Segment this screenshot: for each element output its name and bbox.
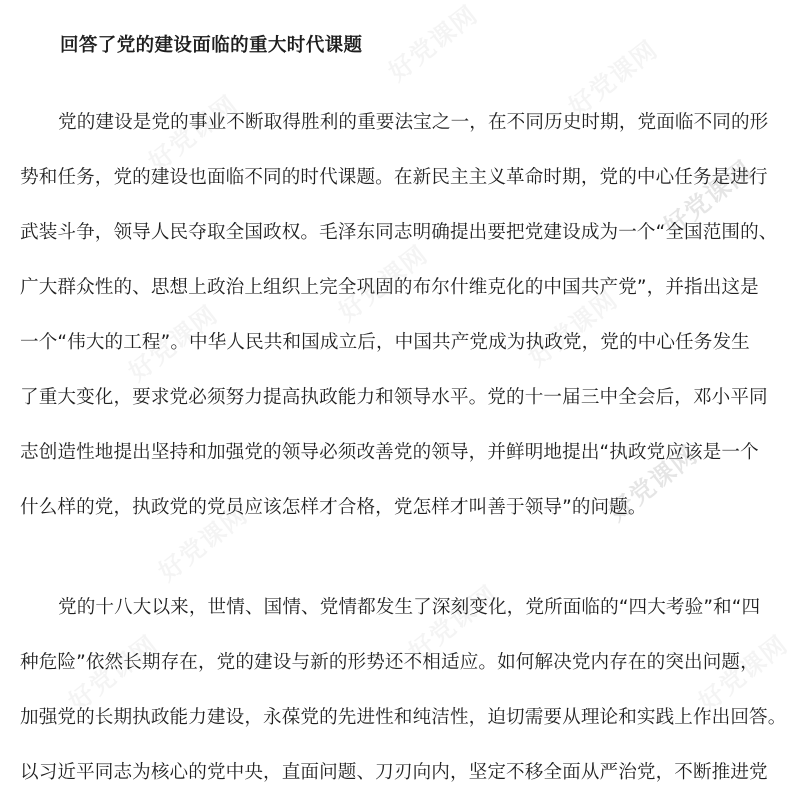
watermark-text: 好党课网 <box>658 154 758 242</box>
paragraph-2 <box>20 580 787 800</box>
paragraph-line: 一个“伟大的工程”。中华人民共和国成立后，中国共产党成为执政党，党的中心任务发生 <box>20 332 750 353</box>
paragraph-line: 党的十八大以来，世情、国情、党情都发生了深刻变化，党所面临的“四大考验”和“四 <box>58 597 761 618</box>
paragraph-line: 了重大变化，要求党必须努力提高执政能力和领导水平。党的十一届三中全会后，邓小平同 <box>20 387 768 408</box>
paragraph-line: 党的建设是党的事业不断取得胜利的重要法宝之一，在不同历史时期，党面临不同的形 <box>58 112 769 133</box>
paragraph-line: 种危险”依然长期存在，党的建设与新的形势还不相适应。如何解决党内存在的突出问题， <box>20 652 759 673</box>
paragraph-line: 广大群众性的、思想上政治上组织上完全巩固的布尔什维克化的中国共产党”，并指出这是 <box>20 277 759 298</box>
paragraph-1 <box>20 95 782 535</box>
paragraph-line: 以习近平同志为核心的党中央，直面问题、刀刃向内，坚定不移全面从严治党，不断推进党 <box>20 762 768 783</box>
page-title: 回答了党的建设面临的重大时代课题 <box>60 35 363 57</box>
paragraph-line: 加强党的长期执政能力建设，永葆党的先进性和纯洁性，迫切需要从理论和实践上作出回答。 <box>20 707 787 728</box>
paragraph-line: 什么样的党，执政党的党员应该怎样才合格，党怎样才叫善于领导”的问题。 <box>20 497 647 518</box>
paragraph-line: 武装斗争，领导人民夺取全国政权。毛泽东同志明确提出要把党建设成为一个“全国范围的、 <box>20 222 778 243</box>
watermark-text: 好党课网 <box>603 439 703 527</box>
paragraph-line: 志创造性地提出坚持和加强党的领导必须改善党的领导，并鲜明地提出“执政党应该是一个 <box>20 442 759 463</box>
paragraph-line: 势和任务，党的建设也面临不同的时代课题。在新民主主义革命时期，党的中心任务是进行 <box>20 167 768 188</box>
